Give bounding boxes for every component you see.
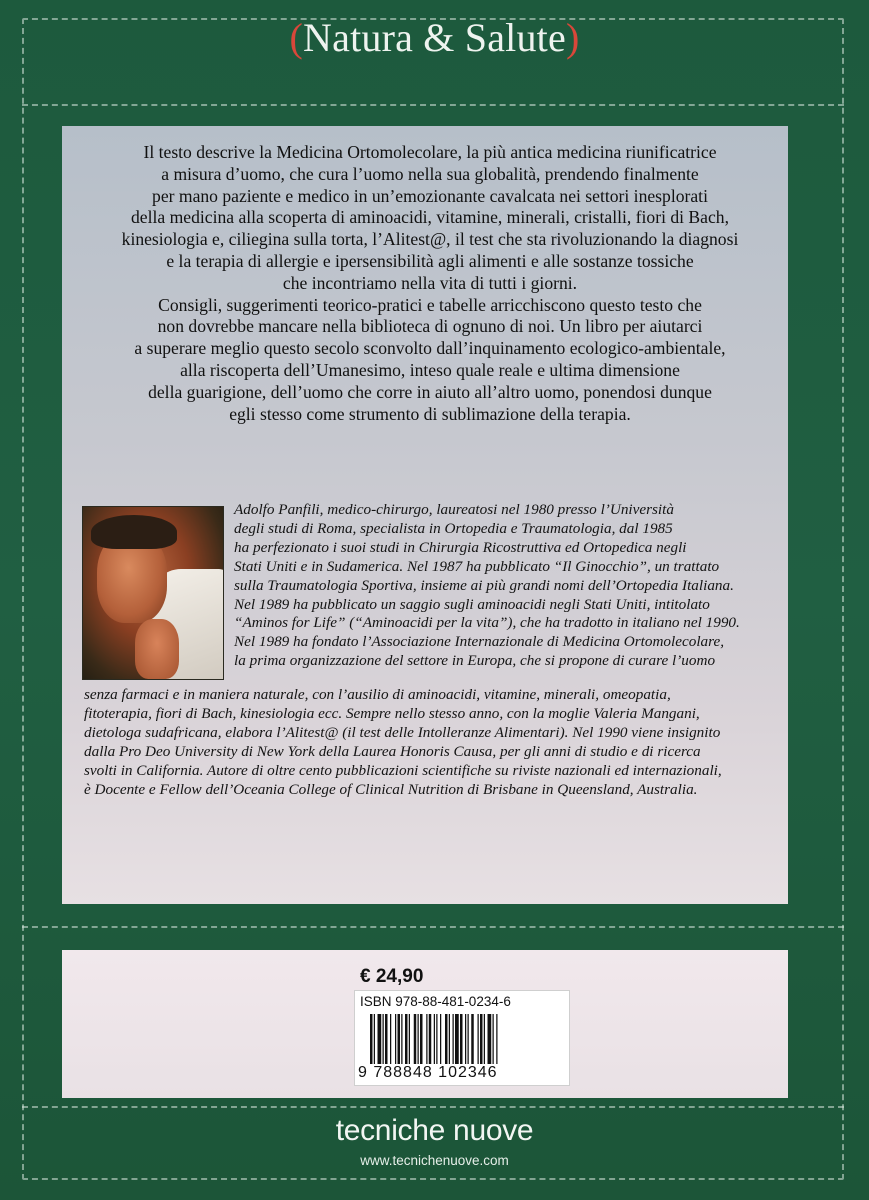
barcode-bar (449, 1014, 450, 1064)
blurb-line: per mano paziente e medico in un’emozionante cavalcata nei settori inesplorati (152, 185, 708, 206)
blurb-line: egli stesso come strumento di sublimazione della terapia. (229, 403, 631, 424)
barcode-bar (385, 1014, 388, 1064)
barcode-bar (395, 1014, 396, 1064)
price-label: € 24,90 (360, 966, 424, 987)
barcode-bar (488, 1014, 492, 1064)
publisher-name: tecniche nuove (335, 1114, 534, 1147)
bio-line: degli studi di Roma, specialista in Ortopedia e Traumatologia, dal 1985 (234, 519, 673, 537)
series-paren-open: ( (289, 15, 304, 60)
barcode-bar (374, 1014, 375, 1064)
barcode-bar (405, 1014, 408, 1064)
barcode-bar (455, 1014, 459, 1064)
book-blurb (92, 142, 768, 425)
barcode-bar (465, 1014, 466, 1064)
barcode-bar (493, 1014, 494, 1064)
blurb-line: Consigli, suggerimenti teorico-pratici e tabelle arricchiscono questo testo che (158, 294, 702, 315)
bio-line: ha perfezionato i suoi studi in Chirurgia Ricostruttiva ed Ortopedica negli (234, 538, 687, 556)
barcode-bar (420, 1014, 423, 1064)
barcode-bar (436, 1014, 437, 1064)
blurb-line: non dovrebbe mancare nella biblioteca di ognuno di noi. Un libro per aiutarci (157, 316, 703, 337)
barcode-digits: 9 788848 102346 (358, 1064, 498, 1081)
barcode-bar (401, 1014, 402, 1064)
barcode-bar (398, 1014, 401, 1064)
blurb-line: alla riscoperta dell’Umanesimo, inteso quale reale e ultima dimensione (180, 359, 680, 380)
barcode-bar (478, 1014, 479, 1064)
barcode-bar (390, 1014, 391, 1064)
barcode-bar (440, 1014, 441, 1064)
barcode-bar (409, 1014, 410, 1064)
barcode-bar (378, 1014, 382, 1064)
barcode-bar (426, 1014, 427, 1064)
series-name: Natura & Salute (303, 15, 566, 60)
author-bio-beside-photo (234, 501, 794, 671)
bio-line: la prima organizzazione del settore in Europa, che si propone di curare l’uomo (234, 652, 716, 670)
blurb-line: della medicina alla scoperta di aminoacidi, vitamine, minerali, cristalli, fiori di Bach, (131, 207, 729, 228)
barcode-bar (468, 1014, 469, 1064)
series-title (0, 14, 869, 61)
bio-line: dietologa sudafricana, elabora l’Alitest@ (il test delle Intolleranze Alimentari). Nel 1990 viene insignito (84, 723, 721, 741)
series-paren-close: ) (565, 15, 580, 60)
stitch-divider-middle (22, 926, 844, 928)
bio-line: dalla Pro Deo University di New York della Laurea Honoris Causa, per gli anni di studio e di ricerca (84, 742, 701, 760)
publisher-website: www.tecnichenuove.com (360, 1153, 509, 1168)
blurb-line: Il testo descrive la Medicina Ortomolecolare, la più antica medicina riunificatrice (143, 142, 717, 162)
author-photo-hair (91, 515, 177, 549)
barcode-bar (460, 1014, 463, 1064)
bio-line: svolti in California. Autore di oltre cento pubblicazioni scientifiche su riviste nazionali ed internazionali, (84, 761, 722, 779)
barcode-bars (370, 1014, 550, 1064)
stitch-divider-bottom (22, 1106, 844, 1108)
bio-line: senza farmaci e in maniera naturale, con l’ausilio di aminoacidi, vitamine, minerali, omeopatia, (84, 686, 671, 703)
barcode-bar (480, 1014, 483, 1064)
bio-line: sulla Traumatologia Sportiva, insieme ai più grandi nomi dell’Ortopedia Italiana. (234, 576, 734, 594)
bio-line: Adolfo Panfili, medico-chirurgo, laureatosi nel 1980 presso l’Università (234, 501, 674, 518)
blurb-line: a misura d’uomo, che cura l’uomo nella sua globalità, prendendo finalmente (161, 163, 699, 184)
blurb-line: che incontriamo nella vita di tutti i giorni. (282, 272, 578, 293)
stitch-divider-top (22, 104, 844, 106)
barcode-bar (370, 1014, 373, 1064)
author-photo (82, 506, 224, 680)
barcode-bar (445, 1014, 448, 1064)
barcode-bar (484, 1014, 485, 1064)
barcode-bar (418, 1014, 419, 1064)
barcode-bar (471, 1014, 474, 1064)
barcode-bar (496, 1014, 497, 1064)
bio-line: è Docente e Fellow dell’Oceania College of Clinical Nutrition di Brisbane in Queensland, Australia. (84, 780, 698, 798)
bio-line: “Aminos for Life” (“Aminoacidi per la vita”), che ha tradotto in italiano nel 1990. (234, 614, 740, 632)
blurb-line: kinesiologia e, ciliegina sulla torta, l’Alitest@, il test che sta rivoluzionando la diagnosi (121, 229, 739, 250)
author-photo-hand (135, 619, 179, 679)
blurb-line: a superare meglio questo secolo sconvolto dall’inquinamento ecologico-ambientale, (134, 338, 726, 359)
bio-line: fitoterapia, fiori di Bach, kinesiologia ecc. Sempre nello stesso anno, con la moglie Valeria Mangani, (84, 704, 700, 722)
bio-line: Stati Uniti e in Sudamerica. Nel 1987 ha pubblicato “Il Ginocchio”, un trattato (234, 557, 720, 575)
barcode-bar (453, 1014, 454, 1064)
barcode-bar (434, 1014, 435, 1064)
barcode-bar (383, 1014, 384, 1064)
blurb-line: e la terapia di allergie e ipersensibilità agli alimenti e alle sostanze tossiche (166, 250, 694, 271)
blurb-line: della guarigione, dell’uomo che corre in aiuto all’altro uomo, ponendosi dunque (148, 381, 712, 402)
isbn-label: ISBN 978-88-481-0234-6 (360, 994, 511, 1009)
barcode-bar (414, 1014, 417, 1064)
bio-line: Nel 1989 ha fondato l’Associazione Internazionale di Medicina Ortomolecolare, (234, 633, 725, 651)
barcode-bar (429, 1014, 432, 1064)
author-bio-full-width (84, 686, 794, 799)
bio-line: Nel 1989 ha pubblicato un saggio sugli aminoacidi negli Stati Uniti, intitolato (234, 595, 710, 613)
